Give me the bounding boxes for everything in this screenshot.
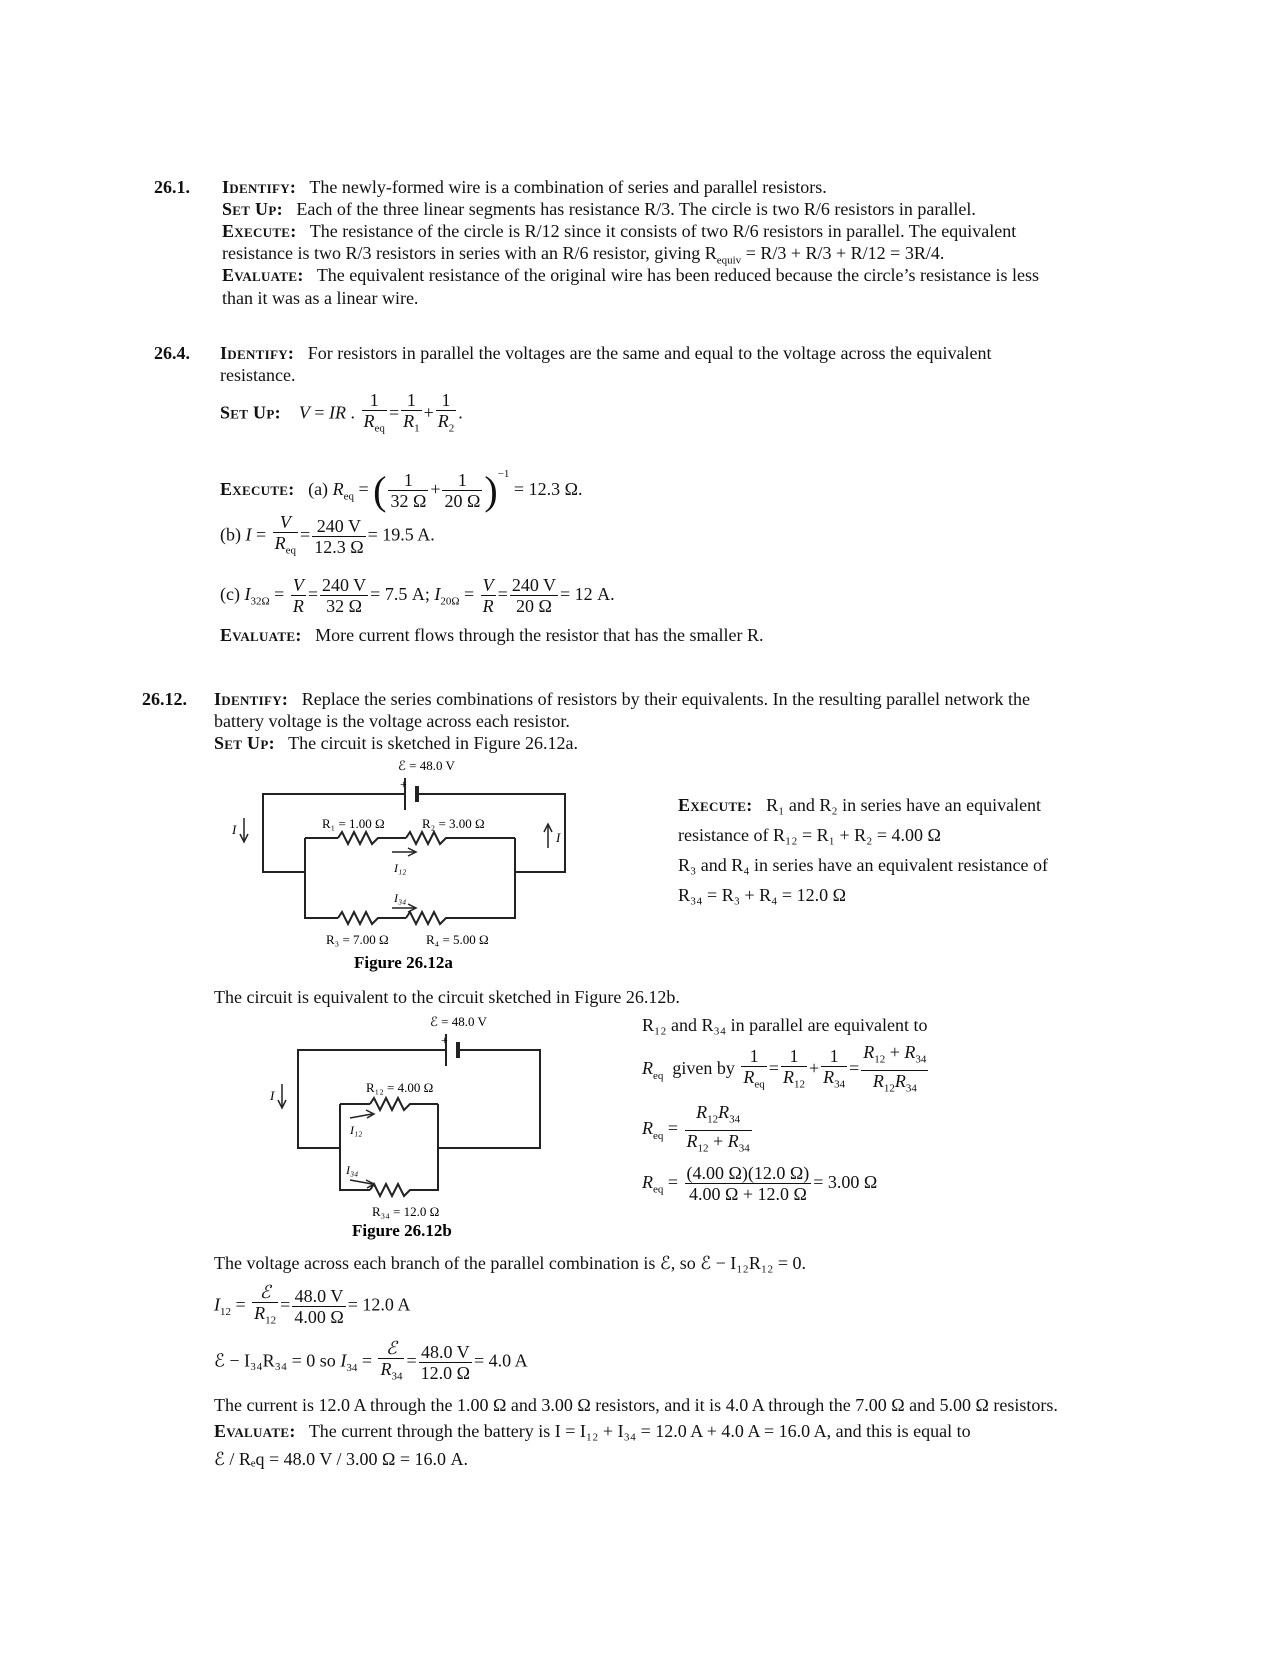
req-formula-3: $R_{eq}$ = $\frac{(4.00 \Omega)(12.0 \Omega)}{4.00 \Omega + 12.0 \Omega}$ = 3.00 Ω [642,1163,878,1205]
r1-label: R₁ = 1.00 Ω [322,816,385,831]
setup-text: The circuit is sketched in Figure 26.12a. [288,733,579,753]
evaluate-label: Evaluate: [220,625,302,645]
execute-label: Execute: [220,479,295,499]
current-label: I [232,822,237,837]
evaluate-label: Evaluate: [222,265,304,285]
r32-value: 32 Ω [326,596,363,617]
evaluate-line [222,264,1039,286]
execute-text-2b: = R/3 + R/3 + R/12 = 3R/4. [741,243,945,263]
r34-value: 12.0 Ω [420,1362,471,1383]
identify-text: The newly-formed wire is a combination of series and parallel resistors. [309,177,827,197]
equiv-subscript: equiv [716,254,742,267]
emf-value: 48.0 V [419,1342,472,1363]
execute-line [222,220,1016,242]
r3-label: R₃ = 7.00 Ω [326,932,389,947]
r4-label: R₄ = 5.00 Ω [426,932,489,947]
voltage-text: The voltage across each branch of the parallel combination is ℰ, so ℰ − I₁₂R₁₂ = 0. [214,1253,807,1273]
i12-label: I₁₂ [350,1123,363,1137]
i12-equation: $I_{12}$ = $\frac{\text{ℰ}}{R_{12}}$ = $\frac{48.0 V}{4.00 \Omega}$ = 12.0 A [214,1282,411,1327]
part-a-label: (a) [308,479,329,499]
voltage-value: 240 V [511,575,557,596]
execute-text-3: R₃ and R₄ in series have an equivalent resistance of [678,855,1048,875]
result-c1: = 7.5 A; [370,584,430,604]
i34-result: = 4.0 A [474,1350,528,1371]
voltage-value: 240 V [321,575,367,596]
execute-text-2: resistance of R₁₂ = R₁ + R₂ = 4.00 Ω [678,825,941,845]
execute-label: Execute: [678,795,753,815]
setup-equation: Set Up: V = IR . $\frac{1}{R_{eq}}$ = $\frac{1}{R_1}$ + $\frac{1}{R_2}$ . [220,390,463,435]
emf-label: ℰ = 48.0 V [430,1014,487,1029]
execute-b-equation: (b) I = $\frac{V}{R_{eq}}$ = $\frac{240 V}{12.3 \Omega}$ = 19.5 A. [220,512,435,557]
i12-result: = 12.0 A [347,1294,411,1315]
svg-text:+: + [441,1033,448,1047]
r20-value: 20 Ω [515,596,552,617]
execute-c-equation: (c) $I_{32\Omega}$ = $\frac{V}{R}$ = $\frac{240 V}{32 \Omega}$ = 7.5 A; $I_{20\Omega}$ = $\frac{V}{R}$ = $\frac{240 V}{20 \Omega}$ = 12 A. [220,575,615,617]
figure-caption: Figure 26.12a [354,953,453,972]
execute-a-equation: Execute: (a) $R_{eq}$ = ( $\frac{1}{32 \Omega}$ + $\frac{1}{20 \Omega}$ )$^{-1}$ = 12.3 Ω. [220,467,583,513]
denominator-values: 4.00 Ω + 12.0 Ω [688,1184,807,1205]
setup-label: Set Up: [214,733,275,753]
kvl-text: ℰ − I₃₄R₃₄ = 0 so [214,1350,336,1371]
identify-line [222,176,827,198]
evaluate-text: The equivalent resistance of the original wire has been reduced because the circle’s resistance is less [316,265,1040,285]
i34-label: I₃₄ [394,891,407,905]
execute-line [678,794,1041,816]
r12-value: 4.00 Ω [294,1306,344,1327]
i12-label: I₁₂ [394,861,407,875]
current-label: I [556,830,561,845]
identify-text: For resistors in parallel the voltages are the same and equal to the voltage across the equivalent [307,343,992,363]
result-b: = 19.5 A. [367,524,435,545]
problem-number: 26.4. [154,343,190,363]
equivalent-circuit-text: The circuit is equivalent to the circuit sketched in Figure 26.12b. [214,987,680,1007]
execute-label: Execute: [222,221,297,241]
r34-label: R₃₄ = 12.0 Ω [372,1204,440,1219]
figure-26-12a [230,748,590,980]
problem-number: 26.12. [142,689,187,709]
req-result: = 3.00 Ω [813,1172,878,1192]
evaluate-line [214,1420,971,1442]
execute-text-1: R₁ and R₂ in series have an equivalent [766,795,1042,815]
setup-label: Set Up: [222,199,283,219]
figure-26-12b [266,1004,556,1240]
problem-number: 26.1. [154,177,190,197]
evaluate-text: More current flows through the resistor that has the smaller R. [315,625,764,645]
result-c2: = 12 A. [560,584,615,604]
execute-text: The resistance of the circle is R/12 since it consists of two R/6 resistors in parallel. The equivalent [309,221,1017,241]
identify-label: Identify: [220,343,295,363]
identify-label: Identify: [222,177,297,197]
evaluate-line-2: than it was as a linear wire. [222,288,419,308]
r2-label: R₂ = 3.00 Ω [422,816,485,831]
setup-text: Each of the three linear segments has resistance R/3. The circle is two R/6 resistors in parallel. [296,199,976,219]
setup-label: Set Up: [220,402,281,423]
current-label: I [270,1088,275,1103]
identify-line-2: resistance. [220,365,296,385]
r32-value: 32 Ω [390,491,427,512]
r12-label: R₁₂ = 4.00 Ω [366,1080,434,1095]
r20-value: 20 Ω [444,491,481,512]
evaluate-line [220,624,764,646]
numerator-values: (4.00 Ω)(12.0 Ω) [686,1163,810,1184]
voltage-value: 240 V [312,516,365,537]
execute-text-2a: resistance is two R/3 resistors in series with an R/6 resistor, giving R [222,243,717,263]
emf-label: ℰ = 48.0 V [398,758,455,773]
identify-label: Identify: [214,689,289,709]
req-formula-2: $R_{eq}$ = $\frac{R_{12}R_{34}}{R_{12} + R_{34}}$ [642,1102,750,1155]
req-value: 12.3 Ω [314,536,364,557]
evaluate-text: The current through the battery is I = I₁₂ + I₃₄ = 12.0 A + 4.0 A = 16.0 A, and this is equal to [308,1421,971,1441]
req-formula-1: $R_{eq}$ given by $\frac{1}{R_{eq}}$ = $\frac{1}{R_{12}}$ + $\frac{1}{R_{34}}$ = $\frac{R_{12} + R_{34}}{R_{12}R_{34}}$ [642,1042,927,1095]
identify-line [214,688,1030,710]
parallel-text: R₁₂ and R₃₄ in parallel are equivalent to [642,1015,928,1035]
svg-text:+: + [400,777,407,791]
figure-caption: Figure 26.12b [352,1221,452,1240]
part-b-label: (b) [220,524,241,545]
identify-line [220,342,992,364]
i34-equation: ℰ − I₃₄R₃₄ = 0 so $I_{34}$ = $\frac{\text{ℰ}}{R_{34}}$ = $\frac{48.0 V}{12.0 \Omega}$ = 4.0 A [214,1338,528,1383]
emf-value: 48.0 V [292,1286,345,1307]
identify-text: Replace the series combinations of resistors by their equivalents. In the resulting parallel network the [301,689,1031,709]
i34-label: I₃₄ [346,1163,359,1177]
evaluate-label: Evaluate: [214,1421,296,1441]
result-a: = 12.3 Ω. [513,479,583,499]
evaluate-line-2: ℰ / Rₑq = 48.0 V / 3.00 Ω = 16.0 A. [214,1449,469,1469]
setup-line [222,198,976,220]
execute-text-4: R₃₄ = R₃ + R₄ = 12.0 Ω [678,885,846,905]
current-summary: The current is 12.0 A through the 1.00 Ω and 3.00 Ω resistors, and it is 4.0 A through the 7.00 Ω and 5.00 Ω resistors. [214,1395,1058,1415]
given-by-text: given by [672,1058,735,1079]
identify-line-2: battery voltage is the voltage across each resistor. [214,711,570,731]
part-c-label: (c) [220,584,240,604]
